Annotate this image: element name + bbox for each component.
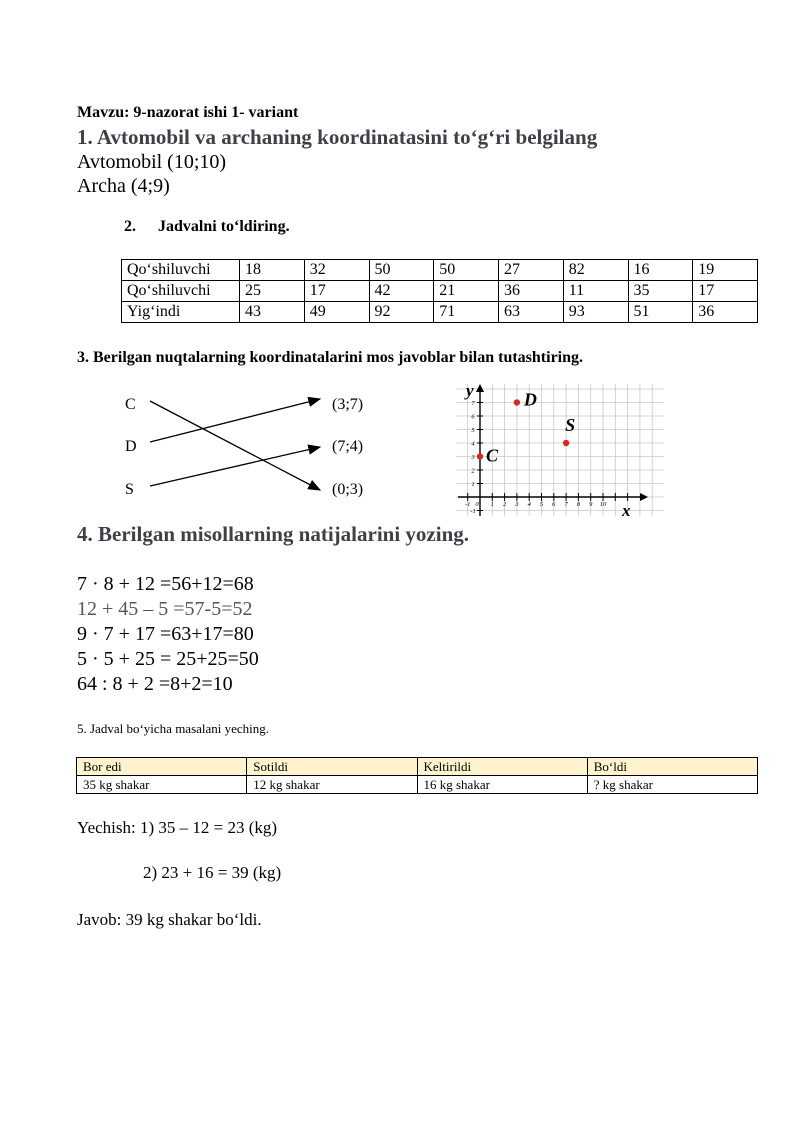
x-tick-label: 7 xyxy=(564,501,568,508)
y-tick-label: -1 xyxy=(470,508,476,515)
x-tick-label: -1 xyxy=(464,501,471,508)
table-cell: 35 xyxy=(628,281,693,302)
table-cell: 50 xyxy=(434,260,499,281)
coordinate-graph xyxy=(452,380,668,520)
y-tick-label: 1 xyxy=(471,481,475,488)
table-header-cell: Bor edi xyxy=(77,758,247,776)
y-axis-arrow xyxy=(476,384,484,392)
table-cell: 82 xyxy=(563,260,628,281)
table-row xyxy=(77,776,758,794)
task1-tree-coordinate: Archa (4;9) xyxy=(77,175,170,197)
task2-number: 2. xyxy=(124,218,136,235)
table-cell: ? kg shakar xyxy=(587,776,757,794)
table-header-cell: Keltirildi xyxy=(417,758,587,776)
calc-line-2: 12 + 45 – 5 =57-5=52 xyxy=(77,598,253,620)
point-label-s: S xyxy=(565,415,576,435)
y-tick-label: 6 xyxy=(471,413,475,421)
x-tick-label: 9 xyxy=(589,501,593,508)
table-cell: 18 xyxy=(240,260,305,281)
calc-line-5: 64 : 8 + 2 =8+2=10 xyxy=(77,673,233,695)
table-cell: 21 xyxy=(434,281,499,302)
table-header-cell: Bo‘ldi xyxy=(587,758,757,776)
table-cell: Yig‘indi xyxy=(122,302,240,323)
point-label-d: D xyxy=(125,438,137,455)
point-label-d: D xyxy=(523,389,537,410)
solution-step-2: 2) 23 + 16 = 39 (kg) xyxy=(143,863,282,882)
match-line-s xyxy=(150,447,320,486)
table-cell: 49 xyxy=(304,302,369,323)
coordinate-answer-1: (3;7) xyxy=(332,396,364,413)
task4-title: 4. Berilgan misollarning natijalarini yozing. xyxy=(77,522,470,546)
y-tick-label: 7 xyxy=(471,400,475,407)
sugar-table xyxy=(76,757,758,794)
coordinate-answer-2: (7;4) xyxy=(332,438,364,455)
y-tick-label: 4 xyxy=(471,440,475,448)
calc-line-4: 5 · 5 + 25 = 25+25=50 xyxy=(77,648,259,670)
x-axis-arrow xyxy=(640,493,648,501)
task5-title: 5. Jadval bo‘yicha masalani yeching. xyxy=(77,721,270,736)
y-axis-label: y xyxy=(466,381,474,400)
x-tick-label: 2 xyxy=(502,501,507,508)
x-tick-label: 10 xyxy=(599,501,607,508)
table-cell: 93 xyxy=(563,302,628,323)
solution-step-1: Yechish: 1) 35 – 12 = 23 (kg) xyxy=(77,818,278,837)
task3-title: 3. Berilgan nuqtalarning koordinatalarini mos javoblar bilan tutashtiring. xyxy=(77,349,584,366)
table-cell: 36 xyxy=(499,281,564,302)
x-tick-label: 3 xyxy=(515,501,519,508)
table-cell: 50 xyxy=(369,260,434,281)
table-cell: Qo‘shiluvchi xyxy=(122,281,240,302)
table-header-row xyxy=(77,758,758,776)
calc-line-1: 7 · 8 + 12 =56+12=68 xyxy=(77,573,254,595)
table-cell: 51 xyxy=(628,302,693,323)
point-label-c: C xyxy=(125,396,136,413)
table-cell: 63 xyxy=(499,302,564,323)
x-tick-label: 6 xyxy=(552,501,556,508)
task1-title: 1. Avtomobil va archaning koordinatasini to‘g‘ri belgilang xyxy=(77,125,598,149)
table-cell: 12 kg shakar xyxy=(247,776,417,794)
x-tick-label: 8 xyxy=(576,501,581,508)
table-cell: 17 xyxy=(304,281,369,302)
table-cell: 92 xyxy=(369,302,434,323)
y-tick-label: 2 xyxy=(471,467,475,475)
match-line-c xyxy=(150,401,320,490)
calc-line-3: 9 · 7 + 17 =63+17=80 xyxy=(77,623,254,645)
table-cell: 43 xyxy=(240,302,305,323)
x-tick-label: 1 xyxy=(490,501,494,508)
table-cell: 11 xyxy=(563,281,628,302)
coordinate-answer-3: (0;3) xyxy=(332,481,364,498)
topic-heading: Mavzu: 9-nazorat ishi 1- variant xyxy=(77,104,299,121)
table-cell: 32 xyxy=(304,260,369,281)
match-line-d xyxy=(150,399,320,442)
table-cell: Qo‘shiluvchi xyxy=(122,260,240,281)
point-d xyxy=(514,399,520,405)
table-cell: 25 xyxy=(240,281,305,302)
answer-line: Javob: 39 kg shakar bo‘ldi. xyxy=(77,910,262,929)
x-tick-label: 5 xyxy=(539,501,544,508)
table-cell: 71 xyxy=(434,302,499,323)
point-s xyxy=(563,440,569,446)
table-cell: 35 kg shakar xyxy=(77,776,247,794)
table-cell: 27 xyxy=(499,260,564,281)
table-cell: 16 kg shakar xyxy=(417,776,587,794)
point-c xyxy=(477,453,483,459)
table-cell: 36 xyxy=(693,302,758,323)
x-tick-label: 0 xyxy=(475,501,479,508)
table-cell: 16 xyxy=(628,260,693,281)
point-label-s: S xyxy=(125,481,134,498)
table-cell: 19 xyxy=(693,260,758,281)
table-header-cell: Sotildi xyxy=(247,758,417,776)
task1-car-coordinate: Avtomobil (10;10) xyxy=(77,151,227,173)
y-tick-label: 5 xyxy=(471,427,475,434)
task2-title: Jadvalni to‘ldiring. xyxy=(158,218,290,235)
table-cell: 42 xyxy=(369,281,434,302)
x-axis-label: x xyxy=(622,501,631,520)
table-cell: 17 xyxy=(693,281,758,302)
point-label-c: C xyxy=(486,445,499,466)
x-tick-label: 4 xyxy=(527,501,531,508)
y-tick-label: 3 xyxy=(471,454,475,461)
